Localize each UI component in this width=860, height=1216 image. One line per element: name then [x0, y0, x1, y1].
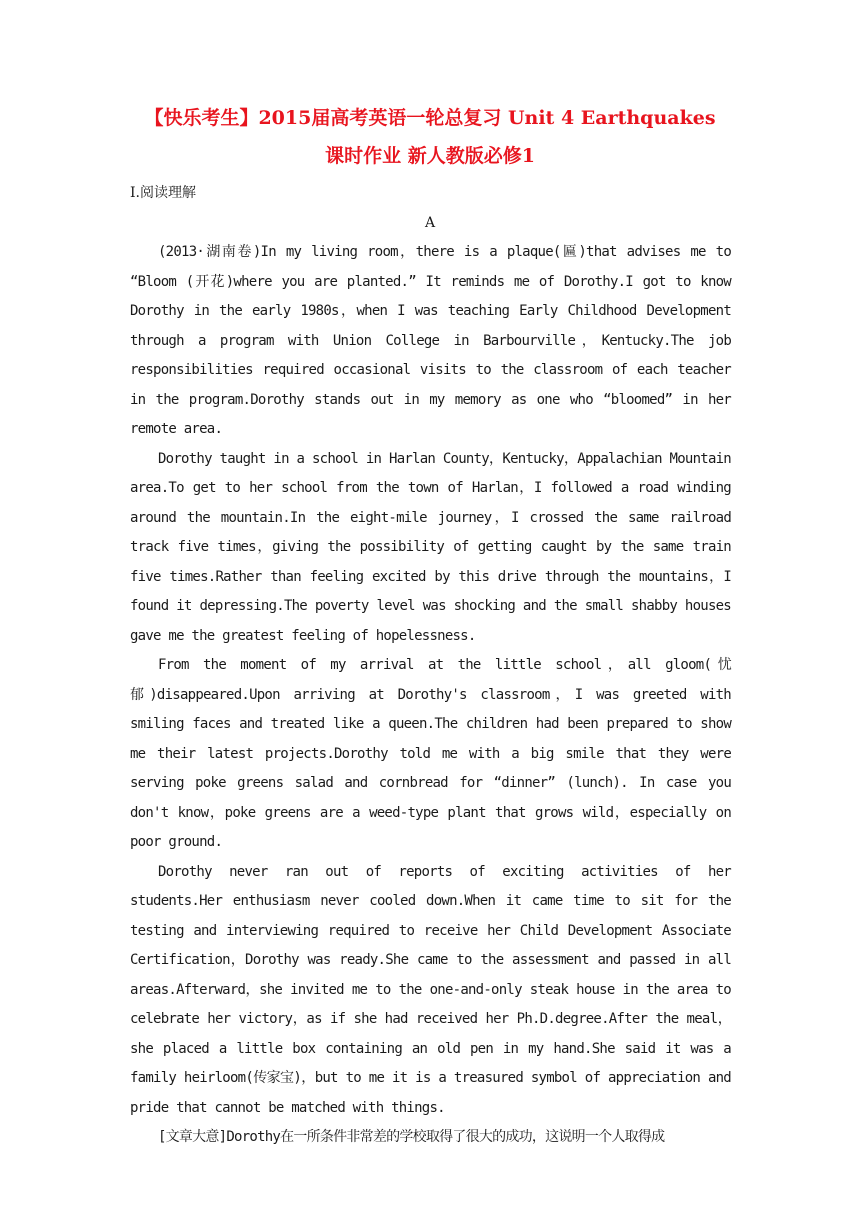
paragraph: Dorothy never ran out of reports of exciting activities of her students.Her enthusiasm never cooled down.When it came time to sit for the testing and interviewing required to receive her Child Development Associate Certification，Dorothy was ready.She came to the assessment and passed in all areas.Afterward，she invited me to the one-and-only steak house in the area to celebrate her victory，as if she had received her Ph.D.degree.After the meal，she placed a little box containing an old pen in my hand.She said it was a family heirloom(传家宝)，but to me it is a treasured symbol of appreciation and pride that cannot be matched with things.: [130, 863, 731, 1116]
document-title-line2: 课时作业 新人教版必修1: [325, 145, 535, 167]
section-label: Ⅰ.阅读理解: [130, 185, 196, 201]
part-label: A: [424, 215, 436, 231]
paragraph: (2013·湖南卷)In my living room，there is a plaque(匾)that advises me to “Bloom (开花)where you are planted.” It reminds me of Dorothy.I got to know Dorothy in the early 1980s，when I was teaching Early Childhood Development through a program with Union College in Barbourville，Kentucky.The job responsibilities required occasional visits to the classroom of each teacher in the program.Dorothy stands out in my memory as one who “bloomed” in her remote area.: [130, 244, 731, 437]
document-title-line1: 【快乐考生】2015届高考英语一轮总复习 Unit 4 Earthquakes: [144, 107, 716, 129]
paragraph-summary: [文章大意]Dorothy在一所条件非常差的学校取得了很大的成功，这说明一个人取得成: [158, 1129, 665, 1145]
reading-passage: [130, 238, 731, 1153]
paragraph: From the moment of my arrival at the little school，all gloom(忧郁)disappeared.Upon arriving at Dorothy's classroom，I was greeted with smiling faces and treated like a queen.The children had been prepared to show me their latest projects.Dorothy told me with a big smile that they were serving poke greens salad and cornbread for “dinner” (lunch). In case you don't know，poke greens are a weed-type plant that grows wild，especially on poor ground.: [130, 657, 731, 850]
paragraph: Dorothy taught in a school in Harlan County，Kentucky，Appalachian Mountain area.To get to her school from the town of Harlan，I followed a road winding around the mountain.In the eight-mile journey，I crossed the same railroad track five times，giving the possibility of getting caught by the same train five times.Rather than feeling excited by this drive through the mountains，I found it depressing.The poverty level was shocking and the small shabby houses gave me the greatest feeling of hopelessness.: [130, 450, 731, 644]
